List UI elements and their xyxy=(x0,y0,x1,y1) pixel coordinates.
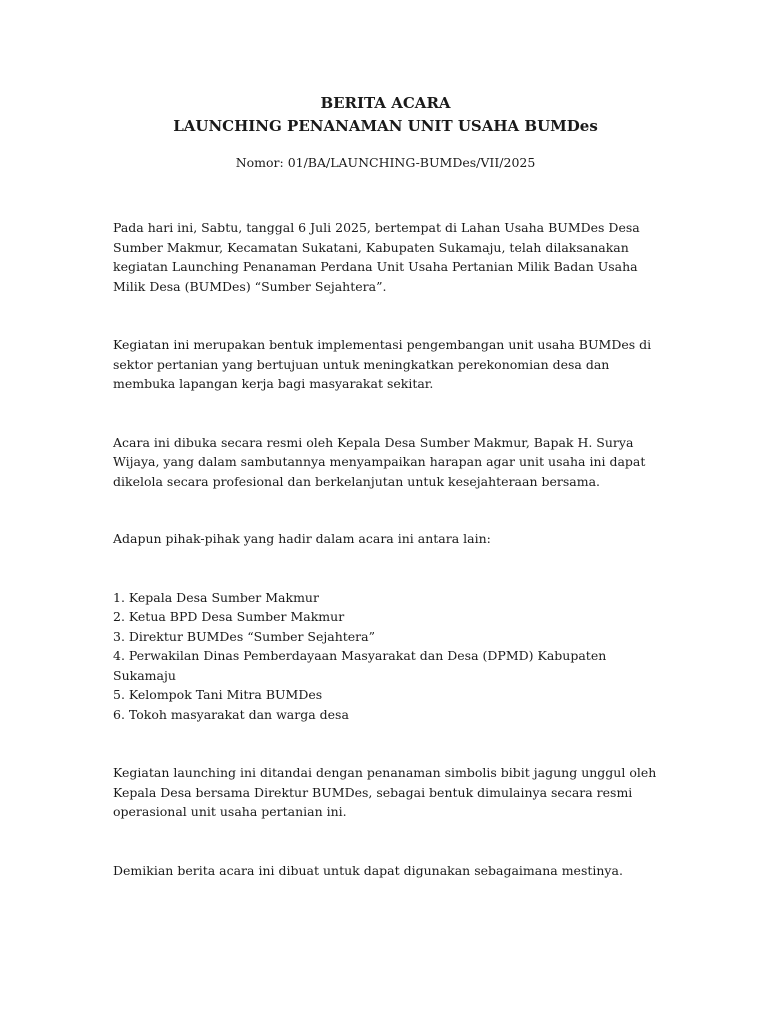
paragraph-attendees-intro: Adapun pihak-pihak yang hadir dalam acara ini antara lain: xyxy=(113,531,491,546)
list-item: 2. Ketua BPD Desa Sumber Makmur xyxy=(113,609,345,624)
document-page xyxy=(113,92,658,880)
paragraph-closing: Demikian berita acara ini dibuat untuk dapat digunakan sebagaimana mestinya. xyxy=(113,862,623,878)
paragraph-opening: Pada hari ini, Sabtu, tanggal 6 Juli 2025, bertempat di Lahan Usaha BUMDes Desa Sumber Makmur, Kecamatan Sukatani, Kabupaten Sukamaju, telah dilaksanakan kegiatan Launching Penanaman Perdana Unit Usaha Pertanian Milik Badan Usaha Milik Desa (BUMDes) “Sumber Sejahtera”. xyxy=(113,220,640,294)
paragraph-opening-ceremony: Acara ini dibuka secara resmi oleh Kepala Desa Sumber Makmur, Bapak H. Surya Wijaya, yang dalam sambutannya menyampaikan harapan agar unit usaha ini dapat dikelola secara profesional dan berkelanjutan untuk kesejahteraan bersama. xyxy=(113,434,646,489)
document-number: Nomor: 01/BA/LAUNCHING-BUMDes/VII/2025 xyxy=(235,155,536,170)
paragraph-purpose: Kegiatan ini merupakan bentuk implementasi pengembangan unit usaha BUMDes di sektor pertanian yang bertujuan untuk meningkatkan perekonomian desa dan membuka lapangan kerja bagi masyarakat sekitar. xyxy=(113,337,652,391)
paragraph-symbolic-planting: Kegiatan launching ini ditandai dengan penanaman simbolis bibit jagung unggul oleh Kepala Desa bersama Direktur BUMDes, sebagai bentuk dimulainya secara resmi operasional unit usaha pertanian ini. xyxy=(113,765,657,819)
list-item: 6. Tokoh masyarakat dan warga desa xyxy=(113,706,349,722)
attendees-list xyxy=(113,588,658,725)
list-item: 4. Perwakilan Dinas Pemberdayaan Masyarakat dan Desa (DPMD) Kabupaten Sukamaju xyxy=(113,648,607,683)
list-item: 5. Kelompok Tani Mitra BUMDes xyxy=(113,687,323,702)
document-title: BERITA ACARA xyxy=(320,94,451,112)
list-item: 3. Direktur BUMDes “Sumber Sejahtera” xyxy=(113,628,375,644)
list-item: 1. Kepala Desa Sumber Makmur xyxy=(113,589,319,605)
document-subtitle: LAUNCHING PENANAMAN UNIT USAHA BUMDes xyxy=(173,117,598,135)
